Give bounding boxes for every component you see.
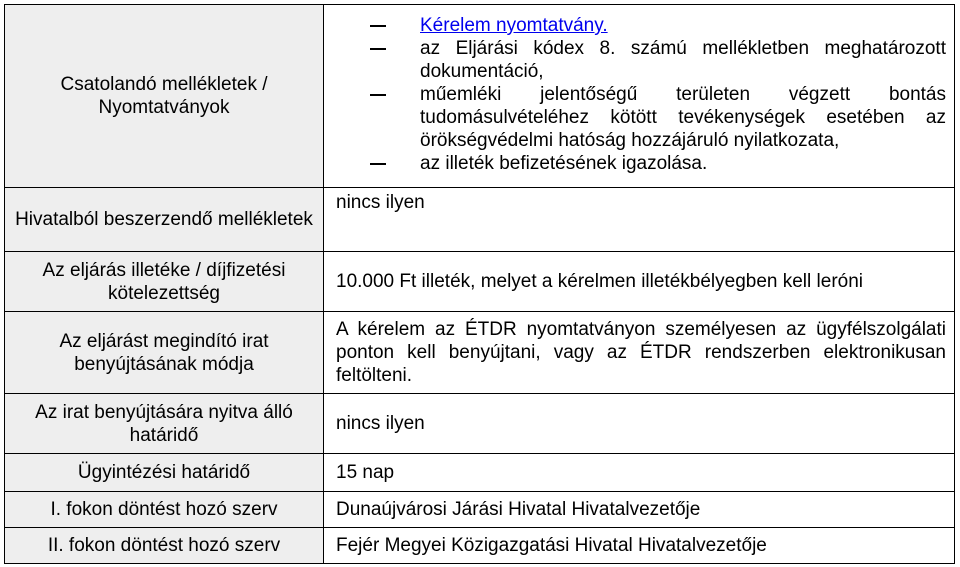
row-label: Csatolandó mellékletek / Nyomtatványok	[5, 5, 324, 188]
list-item	[336, 14, 946, 37]
row-label: I. fokon döntést hozó szerv	[5, 492, 324, 528]
dash-bullet-icon	[370, 25, 386, 27]
list-item-text: az illeték befizetésének igazolása.	[420, 153, 708, 174]
table-row	[5, 312, 955, 394]
row-label: Az eljárást megindító irat benyújtásának módja	[5, 312, 324, 394]
row-value: A kérelem az ÉTDR nyomtatványon személyesen az ügyfélszolgálati ponton kell benyújtani, vagy az ÉTDR rendszerben elektronikusan feltölteni.	[324, 312, 955, 394]
row-label: Ügyintézési határidő	[5, 454, 324, 492]
row-value: nincs ilyen	[324, 188, 955, 252]
dash-bullet-icon	[370, 48, 386, 50]
list-item	[336, 152, 946, 175]
table-row	[5, 492, 955, 528]
table-row	[5, 454, 955, 492]
table-row	[5, 5, 955, 188]
dash-bullet-icon	[370, 163, 386, 165]
row-label: Az eljárás illetéke / díjfizetési kötelezettség	[5, 252, 324, 312]
list-item	[336, 37, 946, 83]
procedure-info-table	[4, 4, 955, 564]
row-value: nincs ilyen	[324, 394, 955, 454]
row-value: Dunaújvárosi Járási Hivatal Hivatalvezetője	[324, 492, 955, 528]
list-item-text: műemléki jelentőségű területen végzett bontás tudomásulvételéhez kötött tevékenységek esetében az örökségvédelmi hatóság hozzájáruló nyilatkozata,	[420, 84, 946, 151]
table-row	[5, 528, 955, 564]
row-label: II. fokon döntést hozó szerv	[5, 528, 324, 564]
dash-bullet-icon	[370, 94, 386, 96]
attachments-list	[336, 14, 946, 175]
row-label: Hivatalból beszerzendő mellékletek	[5, 188, 324, 252]
row-value: 15 nap	[324, 454, 955, 492]
table-row	[5, 252, 955, 312]
form-link[interactable]: Kérelem nyomtatvány.	[420, 15, 608, 36]
table-row	[5, 394, 955, 454]
row-label: Az irat benyújtására nyitva álló határidő	[5, 394, 324, 454]
attachments-cell	[324, 5, 955, 188]
row-value: 10.000 Ft illeték, melyet a kérelmen illetékbélyegben kell leróni	[324, 252, 955, 312]
list-item	[336, 83, 946, 152]
row-value: Fejér Megyei Közigazgatási Hivatal Hivatalvezetője	[324, 528, 955, 564]
table-row	[5, 188, 955, 252]
list-item-text: az Eljárási kódex 8. számú mellékletben meghatározott dokumentáció,	[420, 38, 946, 82]
